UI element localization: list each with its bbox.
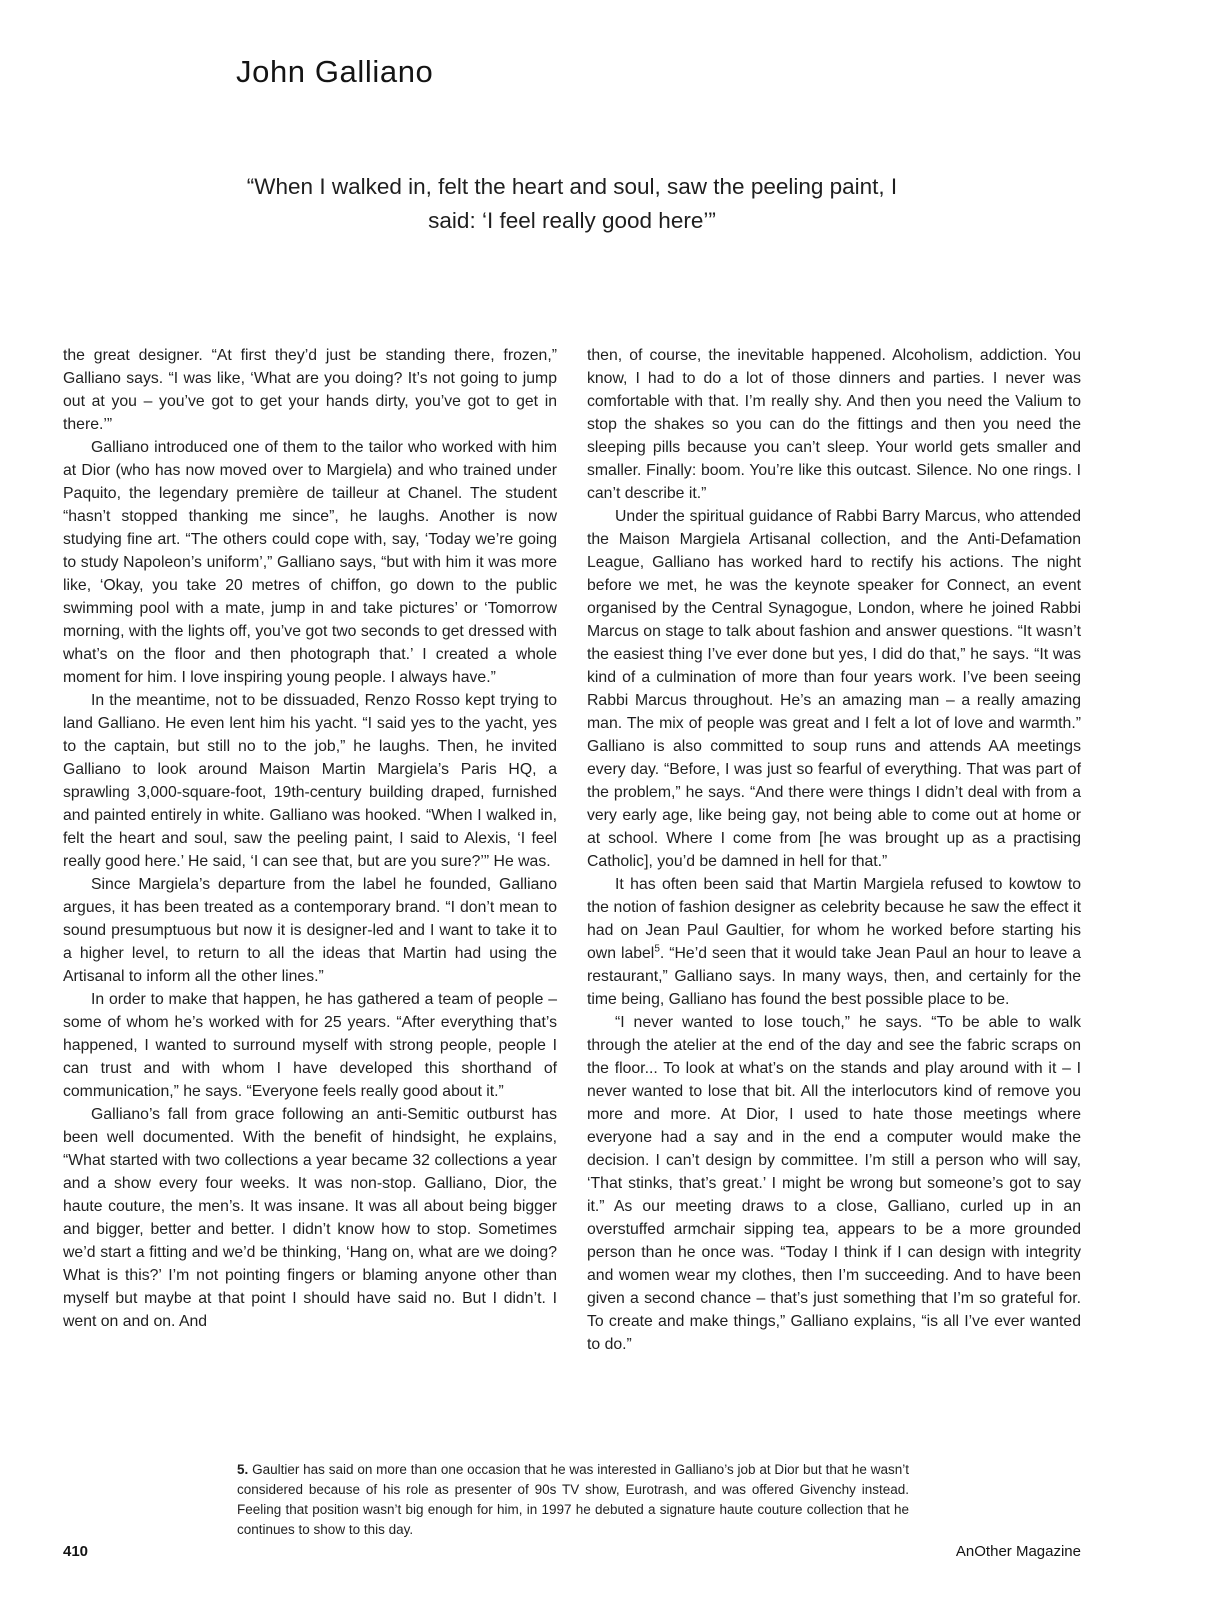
article-body	[63, 344, 1081, 1356]
column-right	[587, 344, 1081, 1356]
page-number: 410	[63, 1543, 89, 1560]
pull-quote	[63, 170, 1081, 238]
paragraph	[587, 873, 1081, 1011]
article-title: John Galliano	[236, 54, 434, 89]
paragraph: In the meantime, not to be dissuaded, Renzo Rosso kept trying to land Galliano. He even lent him his yacht. “I said yes to the yacht, yes to the captain, but still no to the job,” he laughs. Then, he invited Galliano to look around Maison Martin Margiela’s Paris HQ, a sprawling 3,000-square-foot, 19th-century building draped, furnished and painted entirely in white. Galliano was hooked. “When I walked in, felt the heart and soul, saw the peeling paint, I said to Alexis, ‘I feel really good here.’ He said, ‘I can see that, but are you sure?’” He was.	[63, 692, 557, 870]
paragraph: In order to make that happen, he has gathered a team of people – some of whom he’s worked with for 25 years. “After everything that’s happened, I wanted to surround myself with strong people, people I can trust and with whom I have developed this shorthand of communication,” he says. “Everyone feels really good about it.”	[63, 991, 557, 1100]
magazine-name: AnOther Magazine	[955, 1543, 1081, 1560]
paragraph: Since Margiela’s departure from the label he founded, Galliano argues, it has been treated as a contemporary brand. “I don’t mean to sound presumptuous but now it is designer-led and I want to take it to a higher level, to return to all the ideas that Martin had using the Artisanal to inform all the other lines.”	[63, 876, 557, 985]
paragraph: the great designer. “At first they’d just be standing there, frozen,” Galliano says. “I was like, ‘What are you doing? It’s not going to jump out at you – you’ve got to get your hands dirty, you’ve got to get in there.’”	[63, 347, 557, 433]
paragraph: then, of course, the inevitable happened. Alcoholism, addiction. You know, I had to do a lot of those dinners and parties. I never was comfortable with that. I’m really shy. And then you need the Valium to stop the shakes so you can do the fittings and then you need the sleeping pills because you can’t sleep. Your world gets smaller and smaller. Finally: boom. You’re like this outcast. Silence. No one rings. I can’t describe it.”	[587, 347, 1081, 502]
footnote-text: Gaultier has said on more than one occasion that he was interested in Galliano’s job at Dior but that he wasn’t considered because of his role as presenter of 90s TV show, Eurotrash, and was offered Givenchy instead. Feeling that position wasn’t big enough for him, in 1997 he debuted a signature haute couture collection that he continues to show to this day.	[237, 1462, 909, 1537]
paragraph: Galliano’s fall from grace following an anti-Semitic outburst has been well documented. With the benefit of hindsight, he explains, “What started with two collections a year became 32 collections a year and a show every four weeks. It was non-stop. Galliano, Dior, the haute couture, the men’s. It was insane. It was all about being bigger and bigger, better and better. I didn’t know how to stop. Sometimes we’d start a fitting and we’d be thinking, ‘Hang on, what are we doing? What is this?’ I’m not pointing fingers or blaming anyone other than myself but maybe at that point I should have said no. But I didn’t. I went on and on. And	[63, 1106, 557, 1330]
footnote-marker: 5.	[237, 1462, 249, 1477]
pull-quote-text: “When I walked in, felt the heart and soul, saw the peeling paint, I said: ‘I feel really good here’”	[246, 174, 898, 233]
paragraph-text: . “He’d seen that it would take Jean Paul an hour to leave a restaurant,” Galliano says. In many ways, then, and certainly for the time being, Galliano has found the best possible place to be.	[587, 945, 1081, 1008]
paragraph: Galliano introduced one of them to the tailor who worked with him at Dior (who has now moved over to Margiela) and who trained under Paquito, the legendary première de tailleur at Chanel. The student “hasn’t stopped thanking me since”, he laughs. Another is now studying fine art. “The others could cope with, say, ‘Today we’re going to study Napoleon’s uniform’,” Galliano says, “but with him it was more like, ‘Okay, you take 20 metres of chiffon, go down to the public swimming pool with a mate, jump in and take pictures’ or ‘Tomorrow morning, with the lights off, you’ve got two seconds to get dressed with what’s on the floor and then photograph that.’ I created a whole moment for him. I love inspiring young people. I always have.”	[63, 439, 557, 686]
paragraph: Under the spiritual guidance of Rabbi Barry Marcus, who attended the Maison Margiela Artisanal collection, and the Anti-Defamation League, Galliano has worked hard to rectify his actions. The night before we met, he was the keynote speaker for Connect, an event organised by the Central Synagogue, London, where he joined Rabbi Marcus on stage to talk about fashion and answer questions. “It wasn’t the easiest thing I’ve ever done but yes, I did do that,” he says. “It was kind of a culmination of more than four years work. I’ve been seeing Rabbi Marcus throughout. He’s an amazing man – a really amazing man. The mix of people was great and I felt a lot of love and warmth.” Galliano is also committed to soup runs and attends AA meetings every day. “Before, I was just so fearful of everything. That was part of the problem,” he says. “And there were things I didn’t deal with from a very early age, like being gay, not being able to come out at home or at school. Where I come from [he was brought up as a practising Catholic], you’d be damned in hell for that.”	[587, 508, 1081, 870]
footnote-reference: 5	[654, 943, 660, 955]
paragraph-text: It has often been said that Martin Margiela refused to kowtow to the notion of fashion designer as celebrity because he saw the effect it had on Jean Paul Gaultier, for whom he worked before starting his own label	[587, 876, 1081, 962]
column-left	[63, 344, 557, 1356]
paragraph: “I never wanted to lose touch,” he says. “To be able to walk through the atelier at the end of the day and see the fabric scraps on the floor... To look at what’s on the stands and play around with it – I never wanted to lose that bit. All the interlocutors kind of remove you more and more. At Dior, I used to hate those meetings where everyone had a say and in the end a computer would make the decision. I can’t design by committee. I’m still a person who will say, ‘That stinks, that’s great.’ I might be wrong but someone’s got to say it.” As our meeting draws to a close, Galliano, curled up in an overstuffed armchair sipping tea, appears to be a more grounded person than he once was. “Today I think if I can design with integrity and women wear my clothes, then I’m succeeding. And to have been given a second chance – that’s just something that I’m so grateful for. To create and make things,” Galliano explains, “is all I’ve ever wanted to do.”	[587, 1014, 1081, 1353]
footnote	[237, 1460, 909, 1540]
